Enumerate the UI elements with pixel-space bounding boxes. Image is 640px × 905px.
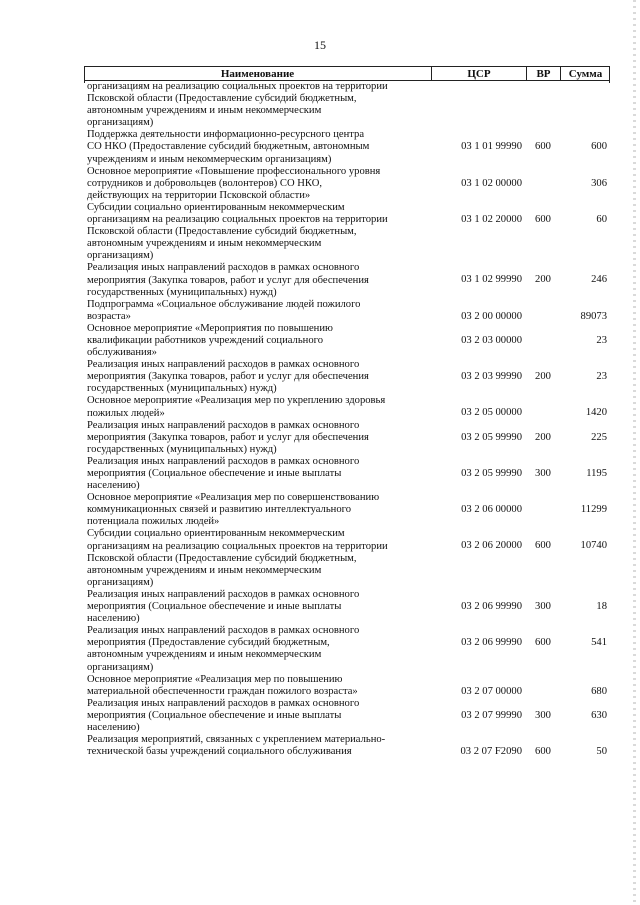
row-name-cell: Субсидии социально ориентированным некоммерческим организациям на реализацию социальных проектов на территории Псковской области (Предоставление субсидий бюджетным, автономным учреждениям и иным некоммерческим организациям) [87, 201, 388, 262]
header-vr: ВР [526, 67, 560, 80]
row-csr-cell: 03 2 00 00000 [461, 310, 522, 322]
row-csr-cell: 03 2 03 00000 [461, 334, 522, 346]
row-vr-cell [526, 492, 560, 528]
row-name-cell: Основное мероприятие «Реализация мер по совершенствованию коммуникационных связей и развитию интеллектуального потенциала пожилых людей» [87, 492, 380, 528]
row-name-cell: Реализация мероприятий, связанных с укреплением материально- технической базы учреждений социального обслуживания [87, 734, 386, 758]
row-name-cell: Основное мероприятие «Реализация мер по укреплению здоровья пожилых людей» [87, 395, 386, 419]
row-name-cell: Реализация иных направлений расходов в рамках основного мероприятия (Закупка товаров, работ и услуг для обеспечения государственных (муниципальных) нужд) [87, 262, 369, 298]
table-row [84, 625, 610, 673]
row-name-cell: Реализация иных направлений расходов в рамках основного мероприятия (Социальное обеспечение и иные выплаты населению) [87, 588, 360, 625]
row-vr-cell [526, 299, 560, 323]
row-csr-cell: 03 1 02 00000 [461, 177, 522, 189]
row-csr-cell: 03 2 06 99990 [461, 637, 522, 649]
table-row [84, 674, 610, 698]
table-row [84, 492, 610, 528]
table-row [84, 129, 610, 165]
row-vr-cell: 300 [535, 600, 551, 612]
row-sum-cell: 630 [591, 709, 607, 721]
budget-table [84, 66, 610, 758]
row-sum-cell: 680 [591, 685, 607, 697]
table-row [84, 166, 610, 202]
table-row [84, 589, 610, 625]
table-row [84, 456, 610, 492]
table-row [84, 420, 610, 456]
row-csr-cell: 03 2 05 00000 [461, 407, 522, 419]
row-sum-cell: 11299 [580, 504, 607, 516]
row-csr-cell [431, 81, 526, 129]
row-name-cell: Основное мероприятие «Мероприятия по повышению квалификации работников учреждений социального обслуживания» [87, 322, 333, 359]
row-name-cell: Реализация иных направлений расходов в рамках основного мероприятия (Закупка товаров, работ и услуг для обеспечения государственных (муниципальных) нужд) [87, 359, 369, 395]
row-csr-cell: 03 2 07 99990 [461, 709, 522, 721]
row-vr-cell: 600 [535, 746, 551, 758]
row-sum-cell: 225 [591, 431, 607, 443]
row-vr-cell: 200 [535, 274, 551, 286]
row-sum-cell: 10740 [580, 540, 607, 552]
row-name-cell: Основное мероприятие «Повышение профессионального уровня сотрудников и добровольцев (волонтеров) СО НКО, действующих на территории Псковской области» [87, 165, 381, 201]
row-name-cell: Субсидии социально ориентированным некоммерческим организациям на реализацию социальных проектов на территории Псковской области (Предоставление субсидий бюджетным, автономным учреждениям и иным некоммерческим организациям) [87, 528, 388, 588]
row-vr-cell [526, 395, 560, 419]
row-vr-cell: 600 [535, 637, 551, 649]
row-vr-cell: 200 [535, 371, 551, 383]
row-name-cell: Поддержка деятельности информационно-ресурсного центра СО НКО (Предоставление субсидий бюджетным, автономным учреждениям и иным некоммерческим организациям) [87, 129, 370, 165]
row-csr-cell: 03 1 02 99990 [461, 274, 522, 286]
row-vr-cell [526, 81, 560, 129]
row-vr-cell: 300 [535, 709, 551, 721]
row-vr-cell [526, 323, 560, 359]
page-number: 15 [314, 38, 326, 52]
table-row [84, 323, 610, 359]
table-row [84, 299, 610, 323]
row-vr-cell: 300 [535, 467, 551, 479]
row-csr-cell: 03 2 05 99990 [461, 431, 522, 443]
table-body [84, 81, 610, 758]
row-csr-cell: 03 1 01 99990 [461, 141, 522, 153]
row-csr-cell: 03 2 06 99990 [461, 600, 522, 612]
table-row [84, 202, 610, 262]
row-name-cell: Подпрограмма «Социальное обслуживание людей пожилого возраста» [87, 298, 361, 322]
row-sum-cell: 60 [596, 213, 607, 225]
row-sum-cell: 18 [596, 600, 607, 612]
row-csr-cell: 03 2 05 99990 [461, 467, 522, 479]
row-name-cell: организациям на реализацию социальных проектов на территории Псковской области (Предоставление субсидий бюджетным, автономным учреждениям и иным некоммерческим организациям) [87, 81, 388, 129]
row-sum-cell: 23 [596, 334, 607, 346]
row-csr-cell: 03 2 06 20000 [461, 540, 522, 552]
row-sum-cell: 306 [591, 177, 607, 189]
row-name-cell: Реализация иных направлений расходов в рамках основного мероприятия (Социальное обеспечение и иные выплаты населению) [87, 455, 360, 492]
row-sum-cell [560, 81, 610, 129]
row-vr-cell [526, 166, 560, 202]
header-name: Наименование [220, 68, 295, 80]
row-sum-cell: 23 [596, 371, 607, 383]
row-name-cell: Реализация иных направлений расходов в рамках основного мероприятия (Социальное обеспечение и иные выплаты населению) [87, 697, 360, 733]
row-vr-cell: 600 [535, 141, 551, 153]
row-sum-cell: 89073 [580, 310, 607, 322]
row-sum-cell: 1195 [586, 467, 607, 479]
row-vr-cell: 600 [535, 213, 551, 225]
row-sum-cell: 1420 [585, 407, 607, 419]
table-row [84, 528, 610, 588]
row-csr-cell: 03 1 02 20000 [461, 213, 522, 225]
row-sum-cell: 246 [591, 274, 607, 286]
row-sum-cell: 50 [596, 746, 607, 758]
row-name-cell: Основное мероприятие «Реализация мер по повышению материальной обеспеченности граждан пожилого возраста» [87, 673, 358, 697]
table-row [84, 395, 610, 419]
row-vr-cell: 600 [535, 540, 551, 552]
row-vr-cell: 200 [535, 431, 551, 443]
table-row [84, 81, 610, 129]
scan-edge-artifact [633, 0, 636, 905]
table-row [84, 262, 610, 298]
header-sum: Сумма [560, 67, 610, 80]
row-sum-cell: 541 [591, 637, 607, 649]
table-row [84, 698, 610, 734]
table-row [84, 734, 610, 758]
row-name-cell: Реализация иных направлений расходов в рамках основного мероприятия (Предоставление субсидий бюджетным, автономным учреждениям и иным некоммерческим организациям) [87, 625, 360, 673]
row-csr-cell: 03 2 06 00000 [461, 504, 522, 516]
row-csr-cell: 03 2 03 99990 [461, 371, 522, 383]
row-vr-cell [526, 674, 560, 698]
table-row [84, 359, 610, 395]
row-csr-cell: 03 2 07 F2090 [460, 746, 522, 758]
row-csr-cell: 03 2 07 00000 [461, 685, 522, 697]
row-sum-cell: 600 [591, 141, 607, 153]
header-csr: ЦСР [431, 67, 526, 80]
row-name-cell: Реализация иных направлений расходов в рамках основного мероприятия (Закупка товаров, работ и услуг для обеспечения государственных (муниципальных) нужд) [87, 419, 369, 455]
table-header [84, 66, 610, 81]
